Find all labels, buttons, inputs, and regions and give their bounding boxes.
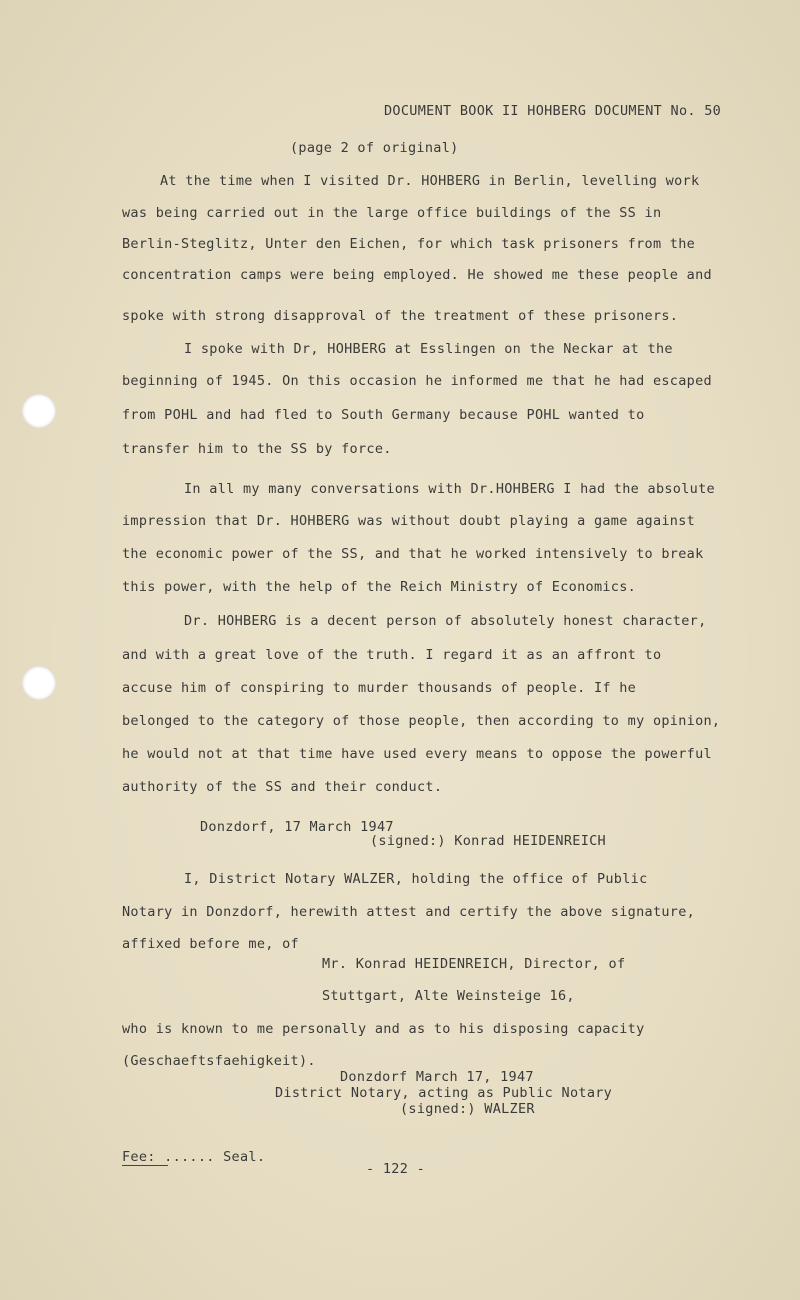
body-line: At the time when I visited Dr. HOHBERG in Berlin, levelling work bbox=[160, 173, 700, 189]
certification-line: (Geschaeftsfaehigkeit). bbox=[122, 1053, 316, 1069]
notary-date: Donzdorf March 17, 1947 bbox=[340, 1069, 534, 1085]
body-line: impression that Dr. HOHBERG was without doubt playing a game against bbox=[122, 513, 696, 529]
notary-title: District Notary, acting as Public Notary bbox=[275, 1085, 613, 1101]
body-line: Dr. HOHBERG is a decent person of absolutely honest character, bbox=[184, 613, 707, 629]
certification-line: Stuttgart, Alte Weinsteige 16, bbox=[322, 988, 575, 1004]
document-reference: DOCUMENT BOOK II HOHBERG DOCUMENT No. 50 bbox=[384, 103, 722, 119]
body-line: from POHL and had fled to South Germany because POHL wanted to bbox=[122, 407, 645, 423]
body-line: this power, with the help of the Reich Ministry of Economics. bbox=[122, 579, 637, 595]
body-line: he would not at that time have used every means to oppose the powerful bbox=[122, 746, 712, 762]
certification-line: Notary in Donzdorf, herewith attest and certify the above signature, bbox=[122, 904, 696, 920]
body-line: transfer him to the SS by force. bbox=[122, 441, 392, 457]
body-line: beginning of 1945. On this occasion he informed me that he had escaped bbox=[122, 373, 712, 389]
body-line: I spoke with Dr, HOHBERG at Esslingen on the Neckar at the bbox=[184, 341, 673, 357]
fee-seal-line: Fee: ...... Seal. bbox=[122, 1149, 266, 1165]
signature-place-date: Donzdorf, 17 March 1947 bbox=[200, 819, 394, 835]
body-line: accuse him of conspiring to murder thousands of people. If he bbox=[122, 680, 637, 696]
body-line: concentration camps were being employed. He showed me these people and bbox=[122, 267, 712, 283]
body-line: authority of the SS and their conduct. bbox=[122, 779, 443, 795]
body-line: the economic power of the SS, and that he worked intensively to break bbox=[122, 546, 704, 562]
fee-underline bbox=[122, 1165, 168, 1166]
certification-line: affixed before me, of bbox=[122, 936, 299, 952]
notary-signed: (signed:) WALZER bbox=[400, 1101, 535, 1117]
body-line: belonged to the category of those people, then according to my opinion, bbox=[122, 713, 721, 729]
punch-hole-bottom bbox=[22, 666, 56, 700]
body-line: In all my many conversations with Dr.HOHBERG I had the absolute bbox=[184, 481, 715, 497]
body-line: spoke with strong disapproval of the treatment of these prisoners. bbox=[122, 308, 679, 324]
body-line: and with a great love of the truth. I regard it as an affront to bbox=[122, 647, 662, 663]
certification-line: I, District Notary WALZER, holding the office of Public bbox=[184, 871, 648, 887]
certification-line: Mr. Konrad HEIDENREICH, Director, of bbox=[322, 956, 626, 972]
signature-signed: (signed:) Konrad HEIDENREICH bbox=[370, 833, 606, 849]
certification-line: who is known to me personally and as to his disposing capacity bbox=[122, 1021, 645, 1037]
punch-hole-top bbox=[22, 394, 56, 428]
page-number: - 122 - bbox=[366, 1161, 425, 1177]
page-note: (page 2 of original) bbox=[290, 140, 459, 156]
body-line: was being carried out in the large office buildings of the SS in bbox=[122, 205, 662, 221]
body-line: Berlin-Steglitz, Unter den Eichen, for which task prisoners from the bbox=[122, 236, 696, 252]
